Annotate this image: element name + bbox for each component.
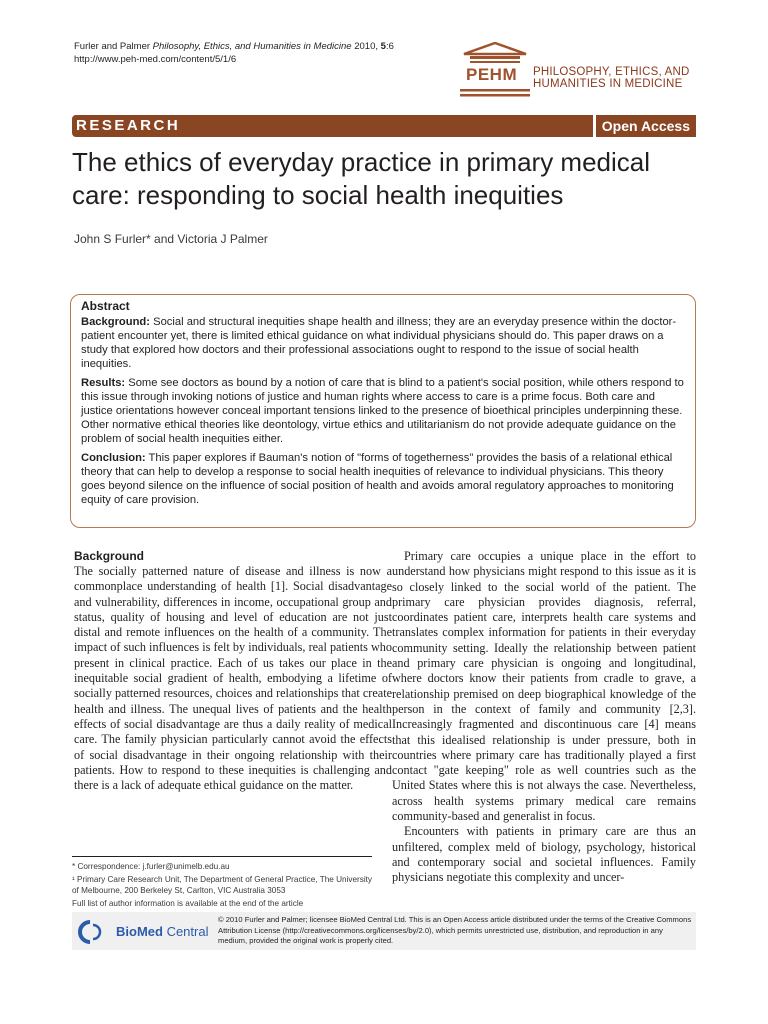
abstract-conclusion bbox=[81, 451, 687, 507]
license-text: © 2010 Furler and Palmer; licensee BioMed Central Ltd. This is an Open Access article distributed under the terms of the Creative Commons Attribution License (http://creativecommons.org/licenses/by/2.0), which permits unrestricted use, distribution, and reproduction in any medium, provided the original work is properly cited. bbox=[218, 915, 692, 945]
open-access-badge: Open Access bbox=[593, 115, 696, 137]
abstract-conclusion-text: This paper explores if Bauman's notion of "forms of togetherness" provides the basis of a relational ethical theory that can help to develop a response to social health inequities of relevance to individual physicians. This theory goes beyond silence on the influence of social position of health and avoids amoral regulatory approaches to monitoring equity of care provision. bbox=[81, 452, 674, 506]
footnotes bbox=[72, 856, 372, 911]
author-info-note: Full list of author information is available at the end of the article bbox=[72, 899, 304, 908]
abstract-results bbox=[81, 376, 687, 446]
affiliation-note: ¹ Primary Care Research Unit, The Department of General Practice, The University of Melbourne, 200 Berkeley St, Carlton, VIC Australia 3053 bbox=[72, 875, 373, 895]
abstract-background-label: Background: bbox=[81, 316, 150, 328]
journal-logo bbox=[460, 42, 700, 104]
abstract-results-text: Some see doctors as bound by a notion of care that is blind to a patient's social position, while others respond to this issue through invoking notions of justice and human rights where access to care is a prime focus. Both care and justice orientations however conceal important tensions linked to the presence of bioethical principles underpinning these. Other normative ethical theories like deontology, virtue ethics and utilitarianism do not provide adequate guidance on the problem of social health inequities either. bbox=[81, 377, 684, 445]
abstract-background bbox=[81, 315, 687, 371]
temple-icon bbox=[460, 42, 530, 66]
body-paragraph: Encounters with patients in primary care are thus an unfiltered, complex meld of biology, psychology, historical and contemporary social and societal influences. Family physicians negotiate this complexity and uncer- bbox=[392, 824, 696, 885]
biomed-central-icon bbox=[76, 919, 106, 945]
citation-journal: Philosophy, Ethics, and Humanities in Medicine bbox=[152, 41, 352, 52]
publisher-name bbox=[116, 924, 208, 939]
temple-base-icon bbox=[460, 88, 530, 98]
abstract-heading: Abstract bbox=[81, 299, 130, 313]
body-paragraph: The socially patterned nature of disease and illness is now a commonplace understanding of health [1]. Social disadvantage and vulnerability, differences in income, occupational group and status, quality of housing and level of education are not just distal and remote influences on the health of a community. The impact of such influences is felt by individuals, real patients who present in clinical practice. Each of us takes our place in the inequitable social gradient of health, embodying a lifetime of socially patterned resources, choices and relationships that create health and illness. The unequal lives of patients and the health effects of social disadvantage are thus a daily reality of medical care. The family physician particularly cannot avoid the effects of social disadvantage in their ongoing relationship with their patients. How to respond to these inequities is challenging and there is a lack of adequate ethical guidance on the matter. bbox=[74, 564, 392, 793]
journal-name bbox=[533, 66, 690, 90]
article-type: RESEARCH bbox=[76, 117, 181, 134]
abstract-results-label: Results: bbox=[81, 377, 126, 389]
publisher-name-rest: Central bbox=[162, 924, 209, 939]
article-type-bar bbox=[72, 115, 696, 137]
body-paragraph: Primary care occupies a unique place in the effort to understand how physicians might respond to this issue as it is so closely linked to the social world of the patient. The primary care physician provides diagnosis, referral, coordinates patient care, interprets health care systems and translates complex information for patients in their everyday community setting. Ideally the relationship between patient and primary care physician is ongoing and longitudinal, where doctors know their patients from cradle to grave, a relationship premised on deep biographical knowledge of the person in the context of family and community [2,3]. Increasingly fragmented and discontinuous care [4] means that this idealised relationship is under pressure, both in countries where primary care has traditionally played a first contact "gate keeping" role as well countries such as the United States where this is not always the case. Nevertheless, across health systems primary medical care remains community-based and generalist in focus. bbox=[392, 549, 696, 824]
abstract-background-text: Social and structural inequities shape health and illness; they are an everyday presence within the doctor-patient encounter yet, there is limited ethical guidance on what individual physicians should do. This paper draws on a study that explored how doctors and their professional associations ought to respond to the issue of social health inequities. bbox=[81, 316, 677, 370]
correspondence-note: * Correspondence: j.furler@unimelb.edu.au bbox=[72, 862, 230, 871]
abstract-conclusion-label: Conclusion: bbox=[81, 452, 146, 464]
article-title: The ethics of everyday practice in primary medical care: responding to social health inequities bbox=[72, 147, 651, 210]
authors: John S Furler* and Victoria J Palmer bbox=[74, 232, 268, 246]
abstract-box bbox=[70, 294, 696, 528]
citation-issue: :6 bbox=[385, 41, 394, 52]
citation-authors: Furler and Palmer bbox=[74, 41, 151, 52]
publisher-name-bold: BioMed bbox=[116, 924, 163, 939]
citation-header bbox=[74, 40, 394, 66]
citation-year: 2010, bbox=[354, 41, 378, 52]
section-heading-background: Background bbox=[74, 549, 145, 563]
journal-name-line2: HUMANITIES IN MEDICINE bbox=[533, 78, 683, 90]
left-column bbox=[74, 549, 392, 793]
journal-name-line1: PHILOSOPHY, ETHICS, AND bbox=[533, 66, 690, 78]
license-footer bbox=[72, 912, 696, 950]
journal-abbreviation: PEHM bbox=[466, 65, 518, 84]
publisher-logo bbox=[76, 920, 216, 944]
article-url[interactable]: http://www.peh-med.com/content/5/1/6 bbox=[74, 54, 237, 65]
right-column bbox=[392, 549, 696, 886]
citation-volume: 5 bbox=[380, 41, 386, 52]
